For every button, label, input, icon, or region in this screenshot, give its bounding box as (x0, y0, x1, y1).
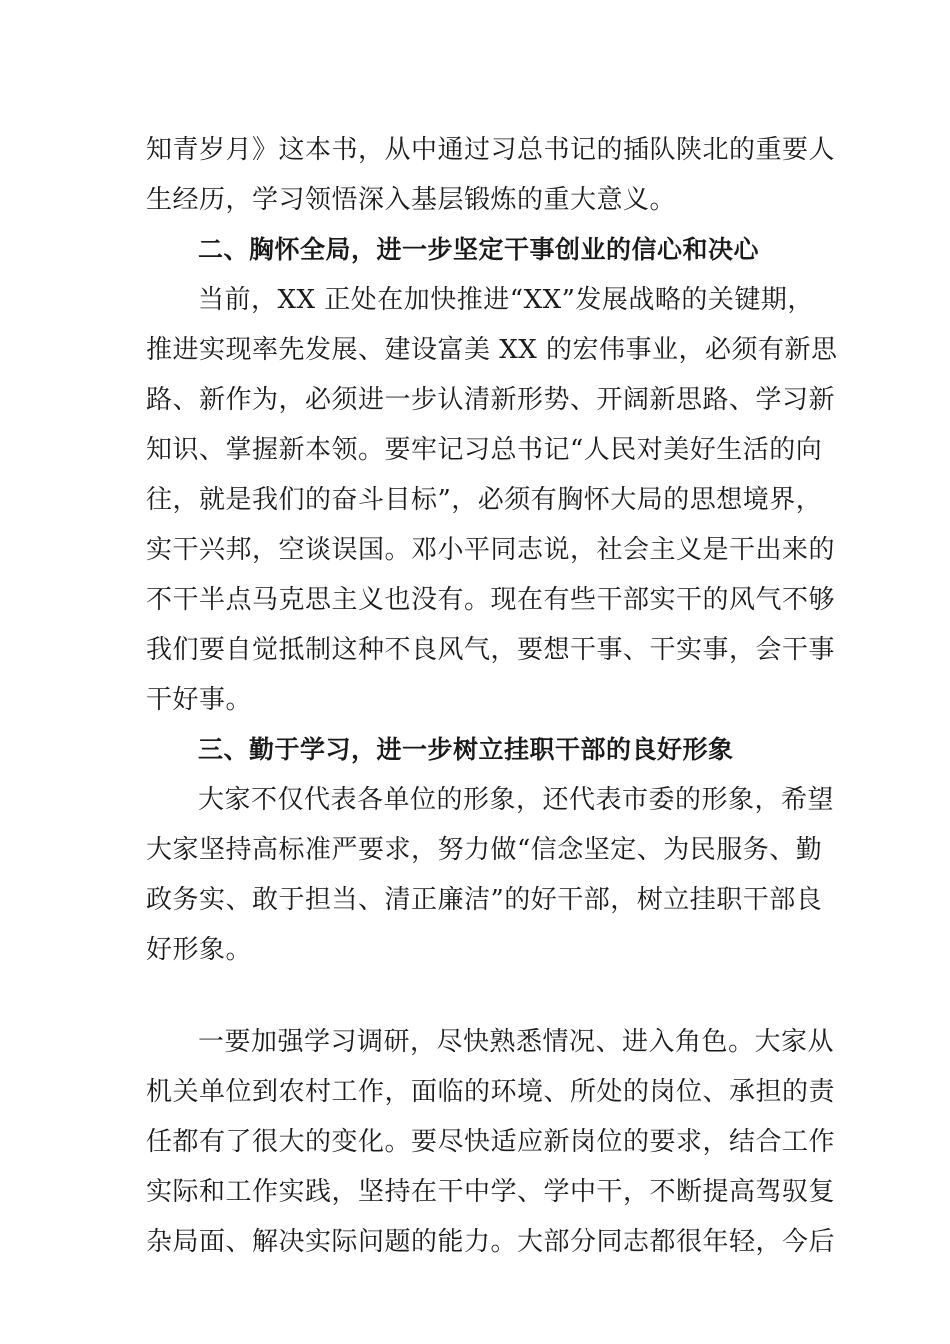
body-text-line: 路、新作为，必须进一步认清新形势、开阔新思路、学习新 (146, 385, 836, 415)
body-text-line: 一要加强学习调研，尽快熟悉情况、进入角色。大家从 (198, 1027, 835, 1057)
body-text-line: 大家不仅代表各单位的形象，还代表市委的形象，希望 (198, 785, 835, 815)
body-text-line: 政务实、敢于担当、清正廉洁”的好干部，树立挂职干部良 (146, 885, 823, 915)
body-text-line: 好形象。 (146, 935, 253, 965)
section-heading-3: 三、勤于学习，进一步树立挂职干部的良好形象 (198, 735, 734, 764)
body-text-line: 不干半点马克思主义也没有。现在有些干部实干的风气不够 (146, 585, 836, 615)
body-text-line: 当前，XX 正处在加快推进“XX”发展战略的关键期， (198, 285, 814, 315)
body-text-line: 生经历，学习领悟深入基层锻炼的重大意义。 (146, 185, 677, 215)
body-text-line: 知青岁月》这本书，从中通过习总书记的插队陕北的重要人 (146, 135, 836, 165)
body-text-line: 任都有了很大的变化。要尽快适应新岗位的要求，结合工作 (146, 1127, 836, 1157)
section-heading-2: 二、胸怀全局，进一步坚定干事创业的信心和决心 (198, 235, 760, 264)
body-text-line: 我们要自觉抵制这种不良风气，要想干事、干实事，会干事 (146, 635, 836, 665)
body-text-line: 知识、掌握新本领。要牢记习总书记“人民对美好生活的向 (146, 435, 823, 465)
body-text-line: 大家坚持高标准严要求，努力做“信念坚定、为民服务、勤 (146, 835, 823, 865)
body-text-line: 实际和工作实践，坚持在干中学、学中干，不断提高驾驭复 (146, 1177, 836, 1207)
body-text-line: 实干兴邦，空谈误国。邓小平同志说，社会主义是干出来的 (146, 535, 836, 565)
body-text-line: 往，就是我们的奋斗目标”，必须有胸怀大局的思想境界， (146, 485, 823, 515)
body-text-line: 干好事。 (146, 685, 253, 715)
body-text-line: 机关单位到农村工作，面临的环境、所处的岗位、承担的责 (146, 1077, 836, 1107)
body-text-line: 推进实现率先发展、建设富美 XX 的宏伟事业，必须有新思 (146, 335, 838, 365)
body-text-line: 杂局面、解决实际问题的能力。大部分同志都很年轻，今后 (146, 1227, 836, 1257)
